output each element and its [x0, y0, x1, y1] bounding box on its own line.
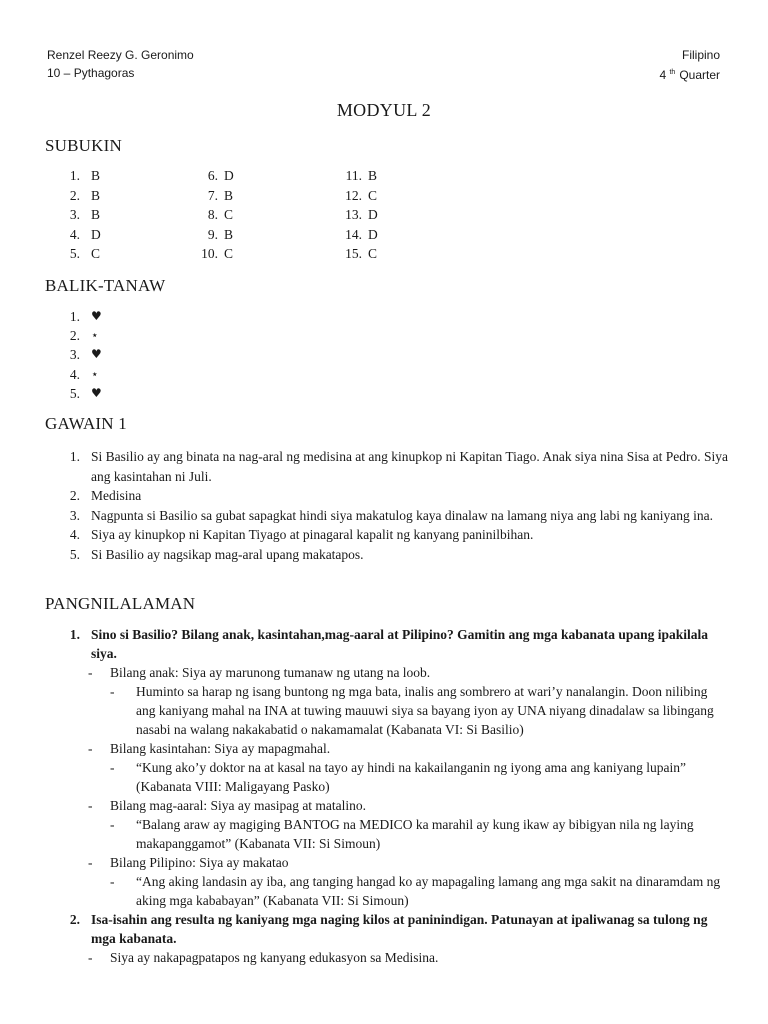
item-answer: B: [368, 168, 378, 183]
bullet-text: “Kung ako’y doktor na at kasal na tayo ay hindi na kakailanganin ng iyong ama ang kaniyang lupain” (Kabanata VIII: Maligayang Pasko): [136, 760, 686, 794]
answer-column-3: [334, 166, 378, 264]
heading-subukin: SUBUKIN: [45, 136, 122, 155]
dash-bullet: -: [110, 760, 115, 775]
dash-bullet: -: [110, 684, 115, 699]
item-answer: C: [368, 187, 378, 203]
bullet-item: [88, 948, 728, 967]
question-2: [60, 910, 728, 948]
item-answer: C: [91, 246, 101, 261]
heart-icon: ♥: [91, 385, 102, 400]
bullet-text: Huminto sa harap ng isang buntong ng mga bata, inalis ang sombrero at wari’y nanalangin. Doon nilibing ang kaniyang mahal na INA at tuwing mauuwi siya sa bayang iyon ay UNA niyang dinadalaw sa libingang nasabi na walang nakakabatid o nakamamalat (Kabanata VI: Si Basilio): [136, 684, 714, 737]
pangnilalaman-content: [60, 625, 728, 967]
item-number: 9.: [207, 226, 218, 242]
item-number: 4.: [69, 226, 80, 242]
item-number: 1.: [69, 309, 80, 324]
question-text: Isa-isahin ang resulta ng kaniyang mga naging kilos at paninindigan. Patunayan at ipaliwanag sa tulong ng mga kabanata.: [91, 912, 708, 946]
bullet-text: Bilang anak: Siya ay marunong tumanaw ng utang na loob.: [110, 665, 431, 680]
question-1: [60, 625, 728, 663]
item-number: 8.: [207, 207, 218, 222]
item-text: Siya ay kinupkop ni Kapitan Tiyago at pinagaral kapalit ng kanyang paninilbihan.: [91, 527, 534, 542]
item-text: Si Basilio ay ang binata na nag-aral ng medisina at ang kinupkop ni Kapitan Tiago. Anak siya nina Sisa at Pedro. Siya ang kasintahan ni Juli.: [91, 449, 729, 484]
answer-item: [60, 186, 101, 206]
list-item: [60, 307, 102, 326]
answer-item: [60, 225, 101, 245]
answer-item: [196, 186, 234, 206]
quarter-number: 4: [659, 68, 667, 82]
answer-item: [334, 244, 378, 264]
item-text: Medisina: [91, 488, 142, 503]
quarter-word: Quarter: [679, 68, 720, 82]
bullet-text: Bilang mag-aaral: Siya ay masipag at matalino.: [110, 798, 367, 813]
bullet-text: Bilang kasintahan: Siya ay mapagmahal.: [110, 741, 331, 756]
dash-bullet: -: [110, 817, 115, 832]
heading-balik-tanaw: BALIK-TANAW: [45, 276, 166, 295]
item-answer: D: [91, 226, 101, 242]
item-number: 14.: [345, 226, 362, 242]
item-number: 2.: [69, 187, 80, 203]
item-number: 11.: [345, 168, 362, 183]
item-answer: C: [224, 207, 234, 222]
answer-item: [196, 225, 234, 245]
bullet-item: [88, 663, 728, 682]
answer-item: [334, 186, 378, 206]
item-number: 2.: [69, 328, 80, 344]
dash-bullet: -: [88, 855, 93, 870]
answer-item: [334, 225, 378, 245]
dash-bullet: -: [88, 798, 93, 813]
gawain-1-list: [60, 447, 730, 564]
answer-item: [334, 166, 378, 186]
heading-gawain-1: GAWAIN 1: [45, 414, 127, 433]
bullet-text: Siya ay nakapagpatapos ng kanyang edukasyon sa Medisina.: [110, 950, 439, 965]
bullet-item: [88, 796, 728, 815]
list-item: [60, 506, 730, 526]
item-number: 4.: [69, 366, 80, 382]
item-answer: B: [224, 187, 234, 203]
heading-pangnilalaman: PANGNILALAMAN: [45, 594, 196, 613]
item-number: 7.: [207, 187, 218, 203]
item-number: 1.: [69, 449, 80, 464]
subject-name: Filipino: [681, 48, 720, 62]
item-number: 3.: [69, 347, 80, 363]
item-answer: B: [91, 187, 101, 203]
item-number: 1.: [69, 168, 80, 183]
answer-item: [334, 205, 378, 225]
answer-item: [196, 244, 234, 264]
star-icon: ⋆: [91, 328, 99, 343]
item-number: 3.: [69, 207, 80, 222]
bullet-text: “Balang araw ay magiging BANTOG na MEDICO ka marahil ay kung ikaw ay bibigyan nila ng laying makapanggamot” (Kabanata VII: Si Simoun): [136, 817, 694, 851]
bullet-item: [88, 853, 728, 872]
answer-column-2: [196, 166, 234, 264]
quarter-label: [659, 64, 720, 84]
student-section: 10 – Pythagoras: [47, 66, 135, 80]
student-name: Renzel Reezy G. Geronimo: [47, 48, 194, 62]
item-answer: B: [91, 168, 101, 183]
item-answer: C: [368, 246, 378, 261]
answer-item: [60, 244, 101, 264]
heart-icon: ♥: [91, 309, 102, 323]
page-title: MODYUL 2: [336, 100, 432, 120]
list-item: [60, 525, 730, 545]
item-answer: D: [368, 207, 378, 222]
item-number: 13.: [345, 207, 362, 222]
dash-bullet: -: [88, 950, 93, 965]
list-item: [60, 447, 730, 486]
item-number: 5.: [69, 546, 80, 562]
item-number: 5.: [69, 246, 80, 261]
sub-bullet-item: [110, 682, 728, 739]
bullet-item: [88, 739, 728, 758]
item-number: 3.: [69, 507, 80, 523]
answer-item: [60, 205, 101, 225]
item-number: 4.: [69, 527, 80, 542]
item-answer: B: [91, 207, 101, 222]
item-text: Nagpunta si Basilio sa gubat sapagkat hindi siya makatulog kaya dinalaw na lamang niya ang labi ng kaniyang ina.: [91, 507, 713, 523]
answer-item: [60, 166, 101, 186]
dash-bullet: -: [110, 874, 115, 889]
item-number: 5.: [69, 385, 80, 401]
list-item: [60, 345, 102, 364]
sub-bullet-item: [110, 872, 728, 910]
answer-column-1: [60, 166, 101, 264]
list-item: [60, 365, 102, 384]
list-item: [60, 384, 102, 403]
sub-bullet-item: [110, 815, 728, 853]
question-number: 2.: [69, 912, 80, 927]
item-number: 12.: [345, 187, 362, 203]
item-answer: C: [224, 246, 234, 261]
dash-bullet: -: [88, 741, 93, 756]
dash-bullet: -: [88, 665, 93, 680]
list-item: [60, 545, 730, 565]
list-item: [60, 486, 730, 506]
question-number: 1.: [69, 627, 80, 642]
quarter-suffix: th: [669, 69, 676, 76]
item-number: 15.: [345, 246, 362, 261]
answer-item: [196, 166, 234, 186]
bullet-text: Bilang Pilipino: Siya ay makatao: [110, 855, 289, 870]
subject-info: [659, 46, 720, 84]
bullet-text: “Ang aking landasin ay iba, ang tanging hangad ko ay mapagaling lamang ang mga sakit na dinaramdam ng aking mga kababayan” (Kabanata VII: Si Simoun): [136, 874, 721, 908]
star-icon: ⋆: [91, 366, 99, 381]
balik-tanaw-list: [60, 307, 102, 403]
sub-bullet-item: [110, 758, 728, 796]
item-number: 6.: [207, 168, 218, 183]
item-answer: B: [224, 226, 234, 242]
heart-icon: ♥: [91, 347, 102, 362]
item-answer: D: [368, 226, 378, 242]
item-number: 10.: [201, 246, 218, 261]
item-text: Si Basilio ay nagsikap mag-aral upang makatapos.: [91, 546, 364, 562]
list-item: [60, 326, 102, 345]
question-text: Sino si Basilio? Bilang anak, kasintahan,mag-aaral at Pilipino? Gamitin ang mga kabanata upang ipakilala siya.: [91, 627, 709, 661]
item-answer: D: [224, 168, 234, 183]
answer-item: [196, 205, 234, 225]
student-info: [47, 46, 194, 82]
item-number: 2.: [69, 488, 80, 503]
